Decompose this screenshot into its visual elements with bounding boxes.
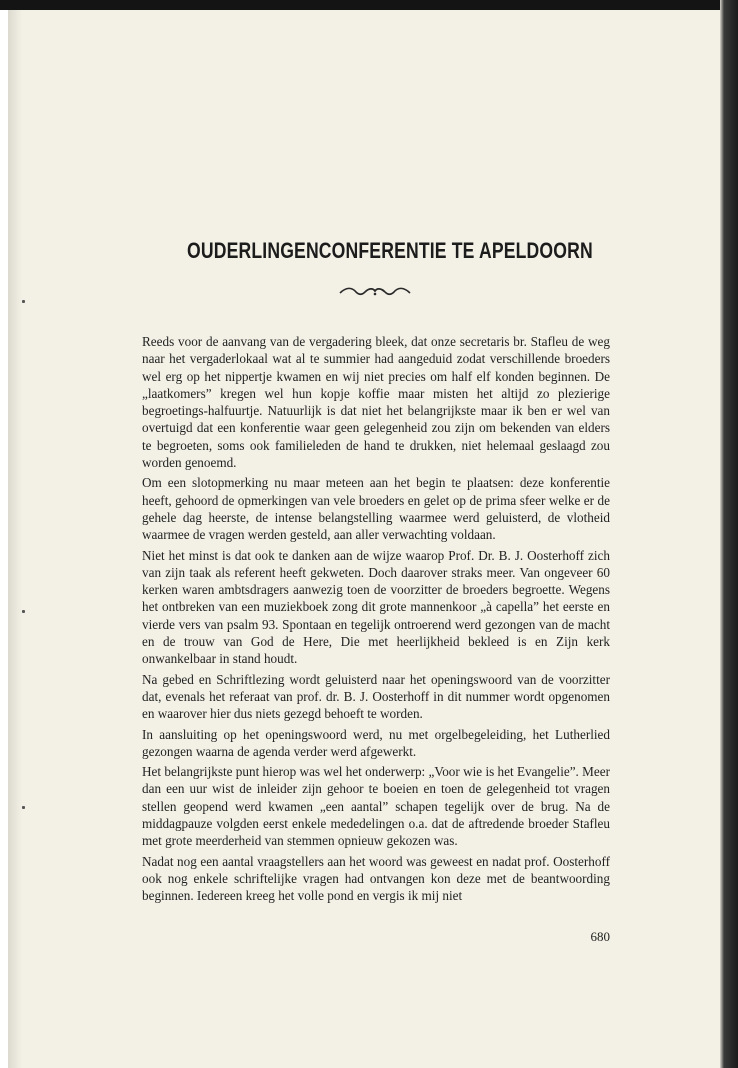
paragraph: Reeds voor de aanvang van de vergadering bleek, dat onze secretaris br. Stafleu de weg naar het vergaderlokaal wat al te summier had aangeduid zodat verschillende broeders wel erg op het nippertje kwamen en wij niet precies om half elf konden beginnen. De „laatkomers” kregen wel hun kopje koffie maar misten het altijd zo plezierige begroetings-halfuurtje. Natuurlijk is dat niet het belangrijkste maar ik ben er wel van overtuigd dat een konferentie waar geen gelegenheid zou zijn om bekenden van elders te begroeten, soms ook familieleden de hand te drukken, niet helemaal geslaagd zou worden genoemd. — [142, 334, 610, 471]
scan-border-top — [0, 0, 738, 10]
paragraph: Om een slotopmerking nu maar meteen aan het begin te plaatsen: deze konferentie heeft, gehoord de opmerkingen van vele broeders en gelet op de prima sfeer welke er de gehele dag heerste, de intense belangstelling waarmee werd geluisterd, de vlotheid waarmee de vragen werden gesteld, aan aller verwachting voldaan. — [142, 475, 610, 543]
scan-border-right — [720, 0, 738, 1068]
paragraph: Nadat nog een aantal vraagstellers aan het woord was geweest en nadat prof. Oosterhoff ook nog enkele schriftelijke vragen had ontvangen kon deze met de beantwoording beginnen. Iedereen kreeg het volle pond en vergis ik mij niet — [142, 853, 610, 904]
paragraph: Het belangrijkste punt hierop was wel het onderwerp: „Voor wie is het Evangelie”. Meer dan een uur wist de inleider zijn gehoor te boeien en toen de gelegenheid tot vragen stellen geopend werd kwamen „een aantal” schapen tegelijk over de brug. Na de middagpauze volgden eerst enkele mededelingen o.a. dat de aftredende broeder Stafleu met grote meerderheid van stemmen opnieuw gekozen was. — [142, 764, 610, 849]
article-body — [142, 333, 610, 908]
paragraph: Na gebed en Schriftlezing wordt geluisterd naar het openingswoord van de voorzitter dat, evenals het referaat van prof. dr. B. J. Oosterhoff in dit nummer wordt opgenomen en waarover hier dus niets gezegd behoeft te worden. — [142, 671, 610, 722]
ornament-divider-icon — [338, 285, 412, 299]
page-binding-shadow — [8, 10, 22, 1068]
paragraph: In aansluiting op het openingswoord werd, nu met orgelbegeleiding, het Lutherlied gezongen waarna de agenda verder werd afgewerkt. — [142, 726, 610, 759]
article-title: OUDERLINGENCONFERENTIE TE APELDOORN — [187, 238, 593, 263]
binding-mark — [22, 610, 25, 613]
page-number: 680 — [590, 929, 610, 944]
binding-mark — [22, 300, 25, 303]
paragraph: Niet het minst is dat ook te danken aan de wijze waarop Prof. Dr. B. J. Oosterhoff zich van zijn taak als referent heeft gekweten. Doch daarover straks meer. Van ongeveer 60 kerken waren ambtsdragers aanwezig toen de voorzitter de broeders begroette. Wegens het ontbreken van een muziekboek zong dit grote mannenkoor „à capella” het eerste en vierde vers van psalm 93. Spontaan en tegelijk ontroerend werd gezongen van de macht en de trouw van God de Here, Die met heerlijkheid bekleed is en Zijn kerk onwankelbaar in stand houdt. — [142, 547, 610, 667]
binding-mark — [22, 806, 25, 809]
